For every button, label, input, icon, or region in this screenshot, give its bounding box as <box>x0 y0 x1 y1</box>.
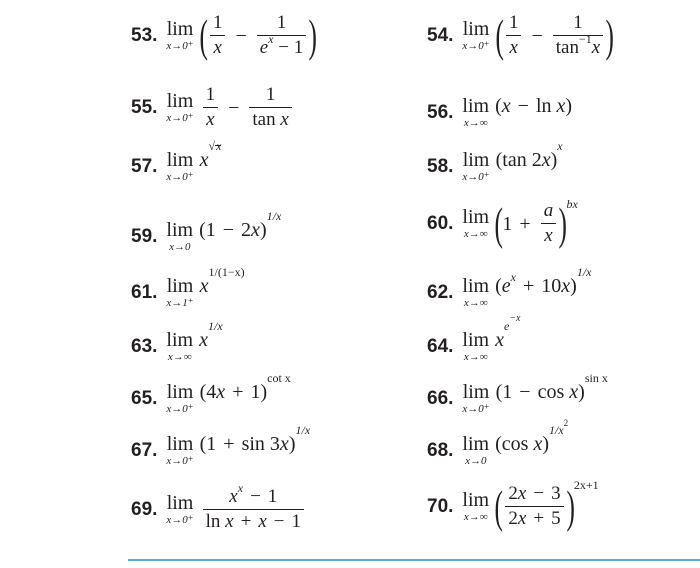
math-expression <box>166 480 307 533</box>
fraction: $\frac{x^x - 1}{\text{ln x + x − 1}}$ <box>203 486 304 533</box>
problem-number: 62. <box>427 281 454 303</box>
problem-number: 66. <box>427 387 454 409</box>
problem-67 <box>131 422 311 467</box>
math-expression: lim x→0⁺ $x^{√x}$ <box>166 138 222 183</box>
math-expression: lim x→∞ $(e^x + 10x)^{1/x}$ <box>462 264 592 309</box>
problem-number: 69. <box>131 498 158 520</box>
problem-68 <box>427 417 569 467</box>
limit-operator: lim x→∞ <box>462 206 490 240</box>
math-expression: lim x→0 (cos x)$^{1/x^2}$ <box>462 417 569 467</box>
problem-number: 64. <box>427 335 454 357</box>
problem-63 <box>131 318 223 363</box>
problem-53 <box>131 9 318 61</box>
problem-number: 61. <box>131 281 158 303</box>
problem-number: 55. <box>131 96 158 118</box>
limit-operator: lim x→0 <box>462 433 490 467</box>
fraction: $\frac{1}{\text{tan x}}$ <box>249 84 291 131</box>
math-expression: lim x→1⁺ $x^{1/(1-x)}$ <box>166 264 245 309</box>
problem-number: 57. <box>131 155 158 177</box>
problem-number: 58. <box>427 155 454 177</box>
limit-operator: lim x→0 <box>166 219 194 253</box>
limit-operator: lim x→∞ <box>462 95 490 129</box>
problem-61 <box>131 264 245 309</box>
limit-operator: lim x→∞ <box>462 275 490 309</box>
limit-operator: lim x→0⁺ <box>166 492 194 526</box>
math-expression: lim x→0⁺ $(1 + \sin 3x)^{1/x}$ <box>166 422 311 467</box>
limit-operator: lim x→∞ <box>462 489 490 523</box>
limit-operator: lim x→1⁺ <box>166 275 194 309</box>
problem-number: 53. <box>131 24 158 46</box>
math-expression: lim x→∞ $x^{1/x}$ <box>166 318 223 363</box>
problem-number: 68. <box>427 439 454 461</box>
problem-54 <box>427 9 615 61</box>
math-expression: lim x→∞ $x^{e^{-x}}$ <box>462 312 521 363</box>
math-expression: lim x→0 $(1 - 2x)^{1/x}$ <box>166 208 282 253</box>
math-expression: lim x→0⁺ $(1 - \cos x)^{sin x}$ <box>462 370 608 415</box>
problem-number: 70. <box>427 495 454 517</box>
limit-operator: lim x→0⁺ <box>166 18 194 52</box>
problem-number: 56. <box>427 101 454 123</box>
fraction: $\frac{1}{\tan^{-1}x}$ <box>553 12 603 59</box>
fraction: $\frac{2x - 3}{2x + 5}$ <box>505 483 563 530</box>
fraction: $\frac{1}{e^x - 1}$ <box>257 12 306 59</box>
limit-operator: lim x→0⁺ <box>462 149 490 183</box>
math-expression: lim x→0⁺ $(4x + 1)^{cot x}$ <box>166 370 291 415</box>
problem-55 <box>131 84 295 131</box>
math-expression: lim x→∞ ( $\frac{2x - 3}{2x + 5}$ ) $^{2x+1}$ <box>462 477 599 532</box>
math-expression: lim x→0⁺ (tan 2x)$^x$ <box>462 138 563 183</box>
problem-56 <box>427 96 572 129</box>
math-expression: lim x→0⁺ ( $\frac{1}{x}$ − $\frac{1}{e^x - 1}$ ) <box>166 9 318 61</box>
limit-operator: lim x→0⁺ <box>462 381 490 415</box>
problem-69 <box>131 480 307 533</box>
problem-70 <box>427 477 599 532</box>
problem-57 <box>131 138 222 183</box>
limit-operator: lim x→0⁺ <box>462 18 490 52</box>
problem-number: 63. <box>131 335 158 357</box>
problem-60 <box>427 196 578 249</box>
math-expression: lim x→∞ ( 1 + $\frac{a}{x}$ ) $^{bx}$ <box>462 196 578 249</box>
limit-operator: lim x→0⁺ <box>166 90 194 124</box>
limit-operator: lim x→∞ <box>462 329 490 363</box>
math-expression: lim x→∞ (x − ln x) <box>462 94 573 129</box>
fraction: $\frac{1}{x}$ <box>210 12 226 59</box>
limit-operator: lim x→0⁺ <box>166 433 194 467</box>
problem-59 <box>131 208 282 253</box>
math-expression: lim x→0⁺ ( $\frac{1}{x}$ − $\frac{1}{\tan^{-1}x}$ ) <box>462 9 615 61</box>
section-divider <box>128 559 700 561</box>
problem-62 <box>427 264 592 309</box>
limit-operator: lim x→0⁺ <box>166 381 194 415</box>
limit-operator: lim x→0⁺ <box>166 149 194 183</box>
problem-number: 67. <box>131 439 158 461</box>
fraction: $\frac{a}{x}$ <box>541 200 557 247</box>
problem-number: 54. <box>427 24 454 46</box>
fraction: $\frac{1}{x}$ <box>203 84 219 131</box>
problem-number: 65. <box>131 387 158 409</box>
problem-65 <box>131 370 291 415</box>
problem-64 <box>427 312 521 363</box>
limit-operator: lim x→∞ <box>166 329 194 363</box>
problem-58 <box>427 138 563 183</box>
problem-number: 59. <box>131 225 158 247</box>
fraction: $\frac{1}{x}$ <box>506 12 522 59</box>
problem-66 <box>427 370 608 415</box>
problem-number: 60. <box>427 212 454 234</box>
math-expression: lim x→0⁺ $\frac{1}{x}$ − $\frac{1}{\text{tan x}}$ <box>166 84 294 131</box>
